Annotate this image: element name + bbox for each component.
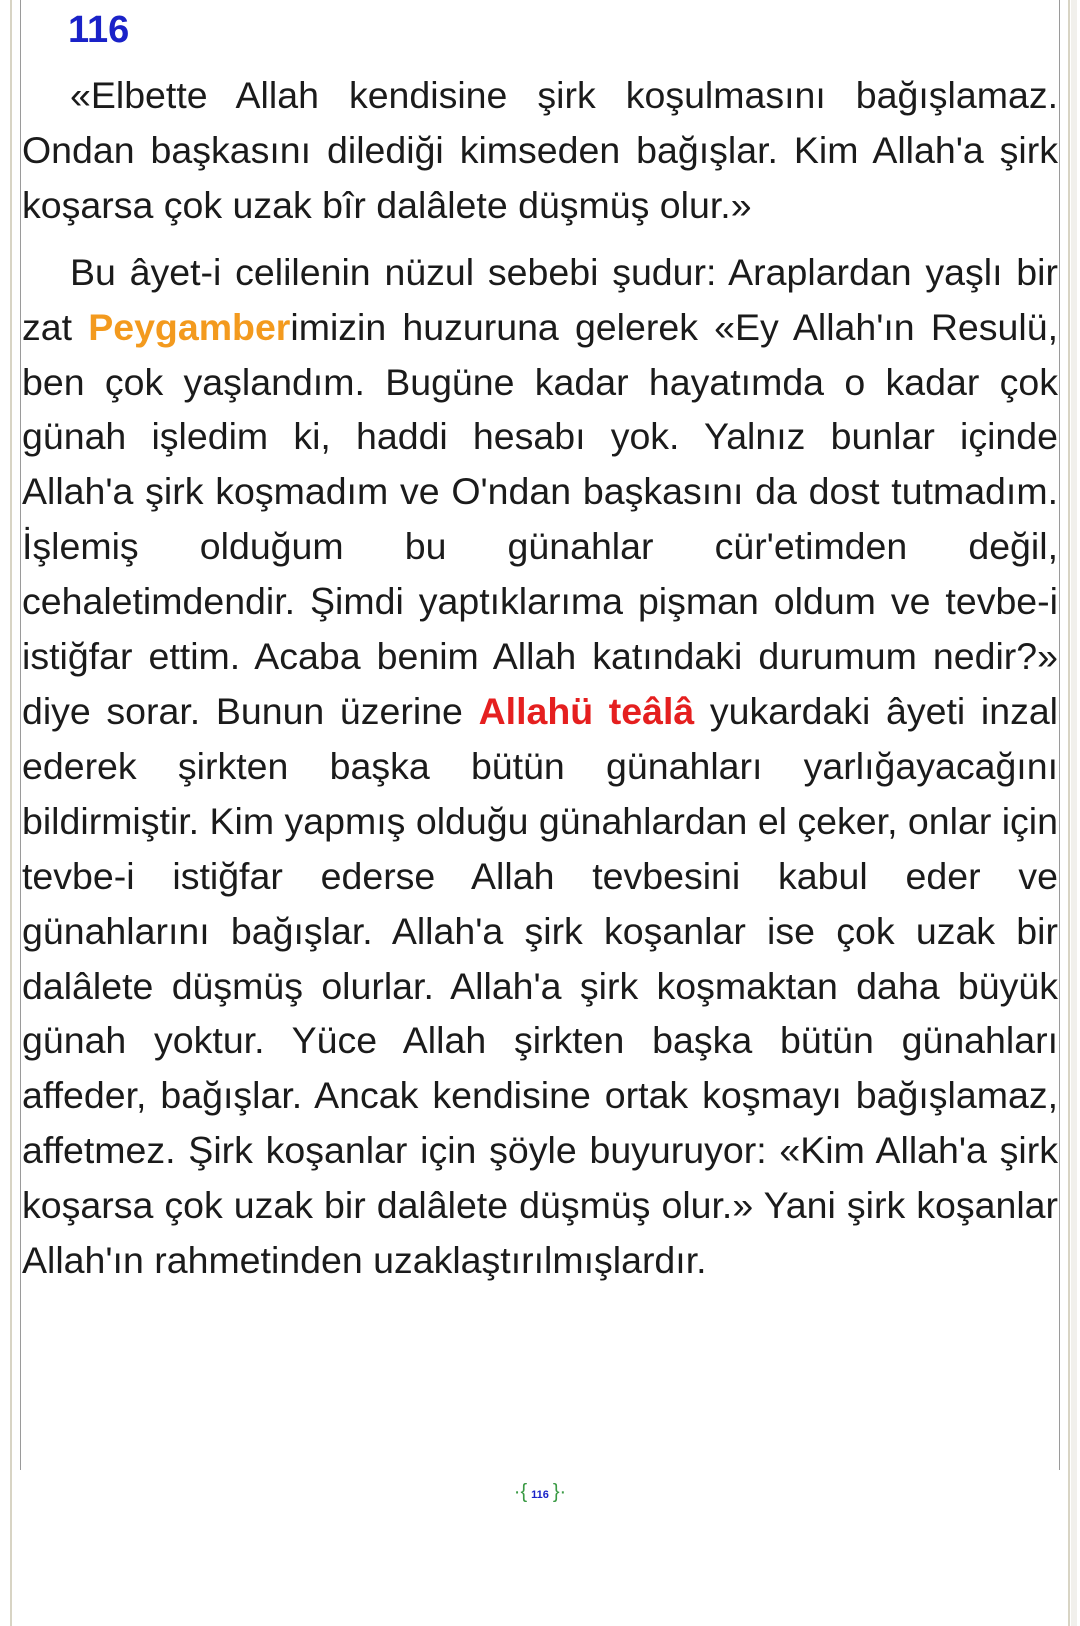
footer-right-brace: }· xyxy=(552,1481,567,1503)
page-content xyxy=(22,68,1058,1288)
explanation-paragraph xyxy=(22,245,1058,1288)
highlight-peygamber: Peygamber xyxy=(88,305,291,348)
page-number-heading: 116 xyxy=(68,9,130,51)
footer-left-brace: ·{ xyxy=(513,1481,528,1503)
footer-page-marker xyxy=(0,1482,1080,1505)
footer-page-number: 116 xyxy=(531,1489,549,1501)
quote-paragraph: «Elbette Allah kendisine şirk koşulmasını bağışlamaz. Ondan başkasını dilediği kimseden bağışlar. Kim Allah'a şirk koşarsa çok uzak bîr dalâlete düşmüş olur.» xyxy=(22,74,1058,226)
paragraph-text-segment: yukardaki âyeti inzal ederek şirkten başka bütün günahları yarlığayacağını bildirmiştir. Kim yapmış olduğu günahlardan el çeker, onlar için tevbe-i istiğfar ederse Allah tevbesini kabul eder ve günahlarını bağışlar. Allah'a şirk koşanlar ise çok uzak bir dalâlete düşmüş olurlar. Allah'a şirk koşmaktan daha büyük günah yoktur. Yüce Allah şirkten başka bütün günahları affeder, bağışlar. Ancak kendisine ortak koşmayı bağışlamaz, affetmez. Şirk koşanlar için şöyle buyuruyor: «Kim Allah'a şirk koşarsa çok uzak bir dalâlete düşmüş olur.» Yani şirk koşanlar Allah'ın rahmetinden uzaklaştırılmışlardır. xyxy=(22,689,1058,1282)
paragraph-text-segment: imizin huzuruna gelerek «Ey Allah'ın Resulü, ben çok yaşlandım. Bugüne kadar hayatımda o kadar çok günah işledim ki, haddi hesabı yok. Yalnız bunlar içinde Allah'a şirk koşmadım ve O'ndan başkasını da dost tutmadım. İşlemiş olduğum bu günahlar cür'etimden değil, cehaletimdendir. Şimdi yaptıklarıma pişman oldum ve tevbe-i istiğfar ettim. Acaba benim Allah katındaki durumum nedir?» diye sorar. Bunun üzerine xyxy=(22,305,1058,732)
highlight-allahu-teala: Allahü teâlâ xyxy=(478,689,695,732)
paragraph-text-segment: Bu âyet-i celilenin nüzul sebebi şudur: Araplardan yaşlı bir zat xyxy=(22,250,1058,348)
